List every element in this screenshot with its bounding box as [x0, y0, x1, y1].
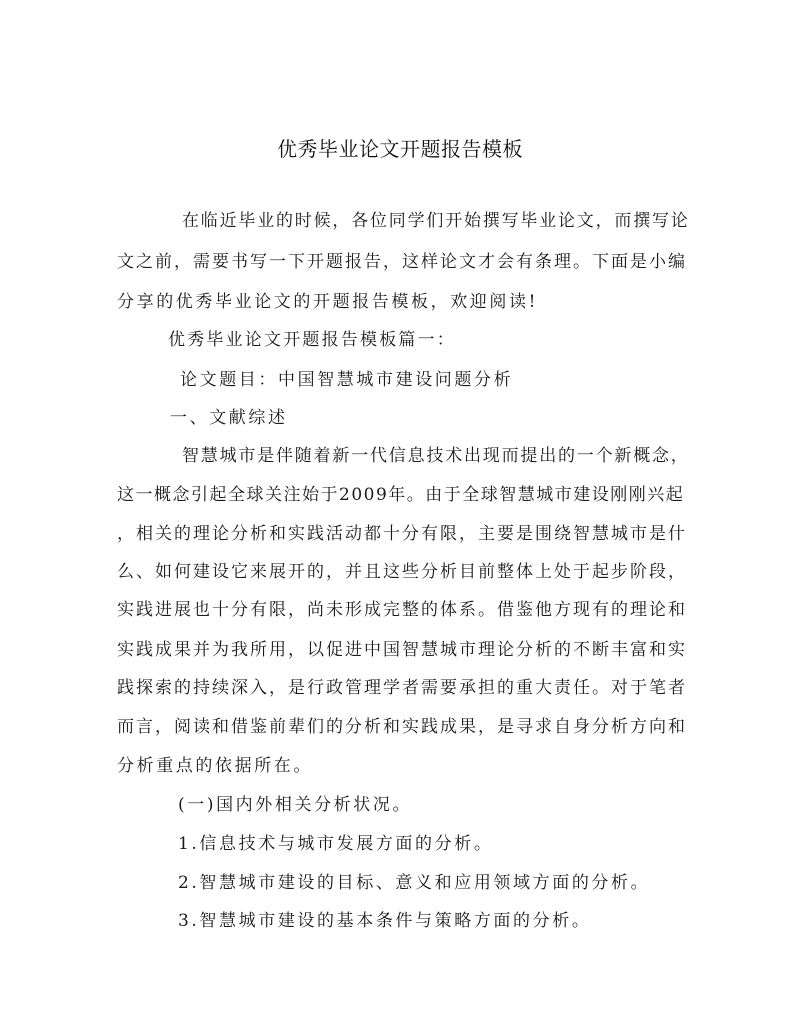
paragraph-line: 智慧城市是伴随着新一代信息技术出现而提出的一个新概念， [182, 446, 690, 466]
paragraph-line: 分析重点的依据所在。 [117, 756, 313, 776]
paragraph-line: 优秀毕业论文开题报告模板篇一： [168, 330, 456, 350]
paragraph-line: 1.信息技术与城市发展方面的分析。 [178, 834, 494, 854]
paragraph-line: 实践进展也十分有限，尚未形成完整的体系。借鉴他方现有的理论和 [117, 600, 687, 620]
paragraph-line: 实践成果并为我所用，以促进中国智慧城市理论分析的不断丰富和实 [117, 640, 687, 660]
paragraph-line: 文之前，需要书写一下开题报告，这样论文才会有条理。下面是小编 [117, 252, 687, 272]
paragraph-line: 分享的优秀毕业论文的开题报告模板，欢迎阅读! [117, 292, 539, 312]
paragraph-line: 2.智慧城市建设的目标、意义和应用领域方面的分析。 [178, 873, 651, 893]
paragraph-line: (一)国内外相关分析状况。 [178, 795, 413, 815]
paragraph-line: 论文题目：中国智慧城市建设问题分析 [180, 370, 514, 390]
paragraph-line: 这一概念引起全球关注始于2009年。由于全球智慧城市建设刚刚兴起 [117, 485, 685, 505]
document-title: 优秀毕业论文开题报告模板 [277, 137, 523, 161]
paragraph-line: 而言，阅读和借鉴前辈们的分析和实践成果，是寻求自身分析方向和 [117, 717, 687, 737]
paragraph-line: 践探索的持续深入，是行政管理学者需要承担的重大责任。对于笔者 [117, 678, 687, 698]
paragraph-line: 一、文献综述 [170, 408, 288, 428]
paragraph-line: 么、如何建设它来展开的，并且这些分析目前整体上处于起步阶段， [117, 562, 687, 582]
paragraph-line: 3.智慧城市建设的基本条件与策略方面的分析。 [178, 911, 592, 931]
paragraph-line: ，相关的理论分析和实践活动都十分有限，主要是围绕智慧城市是什 [117, 524, 687, 544]
paragraph-line: 在临近毕业的时候，各位同学们开始撰写毕业论文，而撰写论 [182, 211, 690, 231]
